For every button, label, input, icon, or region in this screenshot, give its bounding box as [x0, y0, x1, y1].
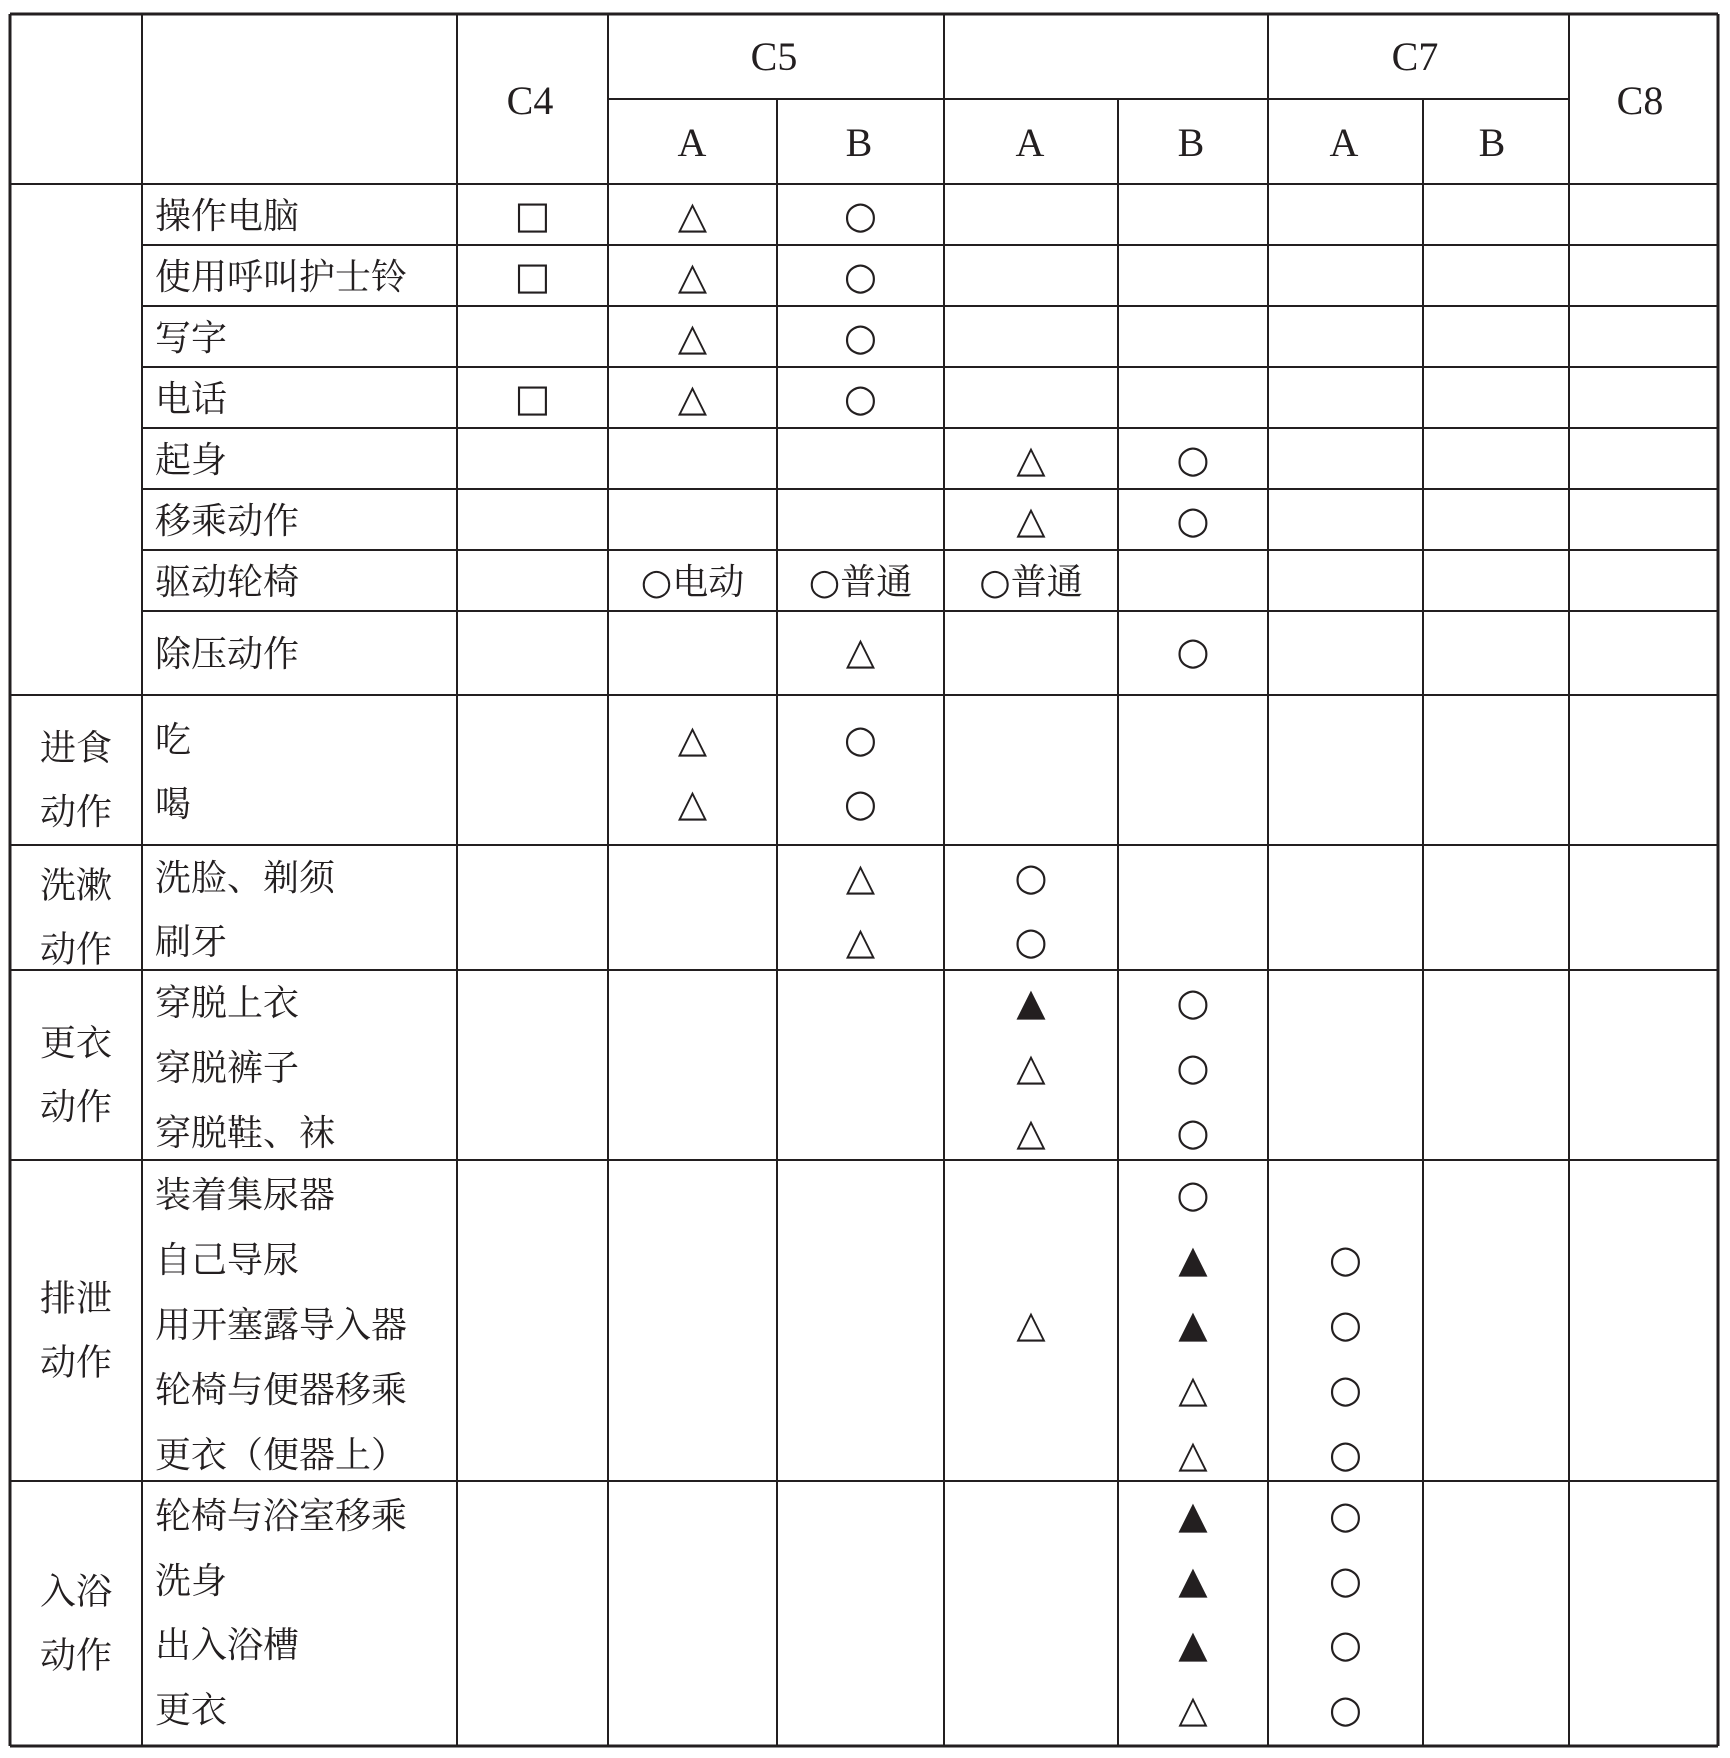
table-cell: ○ [1328, 1237, 1363, 1281]
table-cell: △ [677, 315, 708, 359]
category-label-6-line1: 入浴 [39, 1571, 113, 1613]
table-cell: △ [677, 193, 708, 237]
row-label: 刷牙 [155, 922, 228, 963]
table-cell: △ [845, 629, 876, 673]
table-cell: △ [845, 919, 876, 963]
header-c7-b: B [1478, 120, 1506, 165]
header-c5-a: A [677, 120, 707, 165]
table-cell: ○ [1176, 629, 1210, 673]
row-label: 移乘动作 [155, 501, 300, 542]
header-c7: C7 [1391, 34, 1439, 79]
table-cell: ▲ [1178, 1558, 1208, 1602]
row-label: 起身 [155, 440, 228, 481]
row-label: 电话 [155, 379, 228, 420]
table-cell: ○ [843, 376, 878, 420]
row-label: 洗脸、剃须 [155, 858, 336, 899]
table-cell: □ [514, 193, 551, 237]
table-cell: ○普通 [979, 562, 1083, 603]
table-cell: ▲ [1178, 1493, 1208, 1537]
table-cell: ○ [1176, 1172, 1210, 1216]
row-label: 穿脱上衣 [155, 983, 300, 1024]
row-label: 洗身 [155, 1561, 228, 1602]
table-cell: ▲ [1178, 1302, 1208, 1346]
table-cell: △ [845, 855, 876, 899]
row-label: 自己导尿 [155, 1240, 300, 1281]
table-cell: ○ [1328, 1687, 1363, 1731]
table-cell: ○ [1176, 498, 1210, 542]
row-label: 更衣（便器上） [155, 1435, 408, 1476]
table-cell: △ [677, 376, 708, 420]
table-cell: ○电动 [640, 562, 745, 603]
category-label-4-line1: 更衣 [39, 1023, 113, 1064]
row-label: 使用呼叫护士铃 [155, 257, 408, 298]
table-cell: ○普通 [808, 562, 913, 603]
table-cell: ○ [1014, 919, 1048, 963]
table-cell: △ [1016, 1045, 1046, 1089]
table-cell: ▲ [1016, 980, 1046, 1024]
table-cell: ○ [1014, 855, 1048, 899]
table-cell: ○ [1328, 1493, 1363, 1537]
table-cell: △ [1178, 1687, 1208, 1731]
table-cell: □ [514, 254, 551, 298]
row-label: 出入浴槽 [155, 1625, 300, 1666]
row-label: 操作电脑 [155, 196, 300, 237]
row-label: 吃 [155, 720, 192, 761]
table-cell: ○ [1176, 980, 1210, 1024]
table-cell: △ [1178, 1432, 1208, 1476]
row-label: 装着集尿器 [155, 1175, 336, 1216]
row-label: 更衣 [155, 1690, 228, 1731]
header-c5-b: B [845, 120, 873, 165]
table-cell: △ [1016, 1110, 1046, 1154]
header-c6-b: B [1177, 120, 1205, 165]
row-label: 轮椅与浴室移乘 [155, 1496, 408, 1537]
header-c7-a: A [1329, 120, 1359, 165]
table-cell: ○ [843, 781, 878, 825]
category-label-6-line2: 动作 [39, 1635, 113, 1677]
header-c4: C4 [506, 78, 554, 123]
table-cell: ○ [843, 717, 878, 761]
row-label: 写字 [155, 318, 228, 359]
category-label-3-line1: 洗漱 [39, 865, 113, 907]
table-cell: ○ [1176, 437, 1210, 481]
table-cell: △ [1178, 1367, 1208, 1411]
table-cell: ▲ [1178, 1622, 1208, 1666]
table-cell: ○ [1328, 1558, 1363, 1602]
category-label-5-line1: 排泄 [39, 1278, 113, 1320]
table-cell: ○ [1328, 1302, 1363, 1346]
row-label: 用开塞露导入器 [155, 1305, 408, 1346]
table-cell: △ [1016, 498, 1046, 542]
row-label: 穿脱鞋、袜 [155, 1113, 336, 1154]
row-label: 除压动作 [155, 634, 300, 675]
table-cell: △ [677, 781, 708, 825]
table-cell: ○ [1328, 1432, 1363, 1476]
table-cell: ○ [843, 193, 878, 237]
table-cell: ○ [1176, 1045, 1210, 1089]
table-cell: △ [1016, 1302, 1046, 1346]
table-cell: ▲ [1178, 1237, 1208, 1281]
category-label-2-line1: 进食 [39, 728, 113, 769]
table-cell: ○ [1328, 1367, 1363, 1411]
category-label-3-line2: 动作 [39, 929, 113, 971]
header-c8: C8 [1616, 78, 1664, 123]
header-c5: C5 [750, 34, 798, 79]
table-cell: ○ [843, 254, 878, 298]
table-cell: ○ [1176, 1110, 1210, 1154]
table-cell: ○ [1328, 1622, 1363, 1666]
row-label: 驱动轮椅 [155, 562, 300, 603]
row-label: 穿脱裤子 [155, 1048, 300, 1089]
table-cell: △ [677, 717, 708, 761]
table-cell: △ [1016, 437, 1046, 481]
category-label-2-line2: 动作 [39, 792, 113, 833]
category-label-4-line2: 动作 [39, 1087, 113, 1128]
category-label-5-line2: 动作 [39, 1342, 113, 1384]
table-cell: □ [514, 376, 551, 420]
row-label: 喝 [155, 784, 192, 825]
header-c6-a: A [1015, 120, 1045, 165]
table-cell: ○ [843, 315, 878, 359]
table-cell: △ [677, 254, 708, 298]
row-label: 轮椅与便器移乘 [155, 1370, 408, 1411]
